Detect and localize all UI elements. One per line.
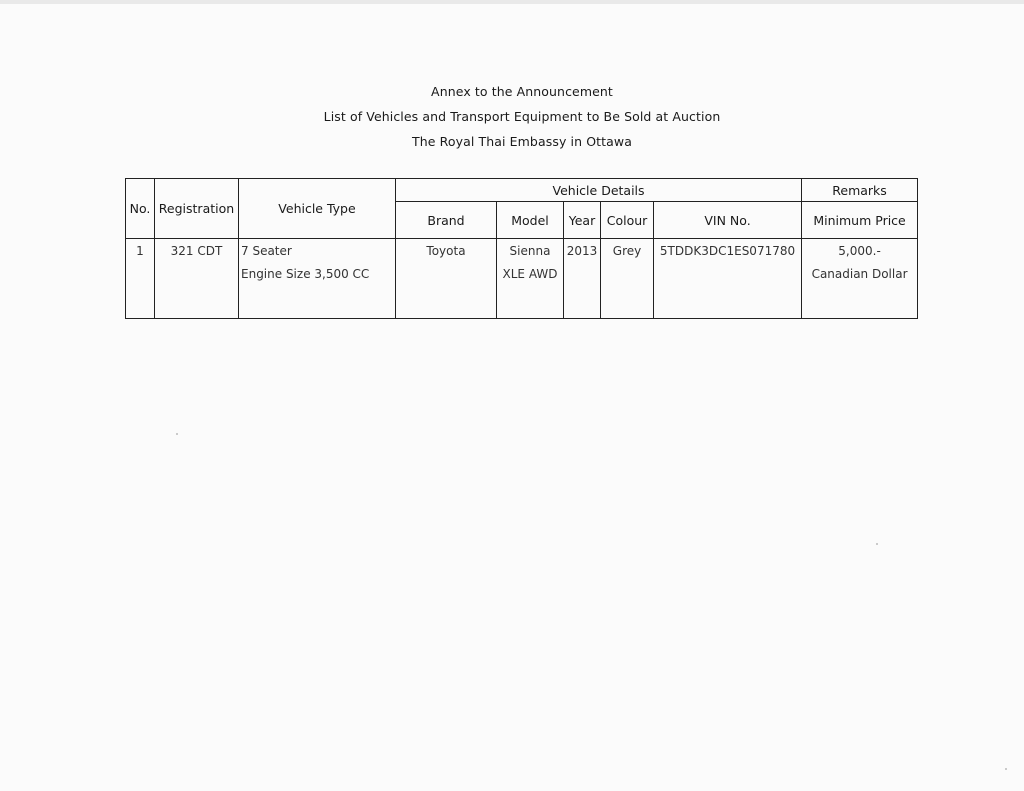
cell-vehicle-type — [239, 239, 396, 319]
table-row — [126, 239, 918, 319]
vehicle-type-engine: Engine Size 3,500 CC — [241, 267, 370, 281]
model-name: Sienna — [509, 244, 551, 258]
scan-speck — [1005, 768, 1007, 770]
header-brand: Brand — [396, 202, 497, 239]
header-vehicle-type: Vehicle Type — [239, 179, 396, 239]
header-model: Model — [497, 202, 564, 239]
cell-colour: Grey — [601, 239, 654, 319]
scan-speck — [176, 433, 178, 435]
price-amount: 5,000.- — [838, 244, 881, 258]
header-vehicle-details: Vehicle Details — [396, 179, 802, 202]
cell-minimum-price — [802, 239, 918, 319]
vehicle-table — [125, 178, 918, 319]
embassy-title: The Royal Thai Embassy in Ottawa — [412, 134, 632, 149]
cell-year: 2013 — [564, 239, 601, 319]
scan-speck — [876, 543, 878, 545]
cell-registration: 321 CDT — [155, 239, 239, 319]
cell-brand: Toyota — [396, 239, 497, 319]
price-currency: Canadian Dollar — [811, 267, 908, 281]
cell-no: 1 — [126, 239, 155, 319]
header-minimum-price: Minimum Price — [802, 202, 918, 239]
scan-top-edge — [0, 0, 1024, 4]
header-remarks: Remarks — [802, 179, 918, 202]
cell-model — [497, 239, 564, 319]
vehicle-type-seats: 7 Seater — [241, 244, 292, 258]
annex-title: Annex to the Announcement — [431, 84, 613, 99]
header-registration: Registration — [155, 179, 239, 239]
model-trim: XLE AWD — [502, 267, 558, 281]
header-no: No. — [126, 179, 155, 239]
header-vin: VIN No. — [654, 202, 802, 239]
header-year: Year — [564, 202, 601, 239]
cell-vin: 5TDDK3DC1ES071780 — [654, 239, 802, 319]
list-title: List of Vehicles and Transport Equipment to Be Sold at Auction — [323, 109, 721, 124]
header-colour: Colour — [601, 202, 654, 239]
